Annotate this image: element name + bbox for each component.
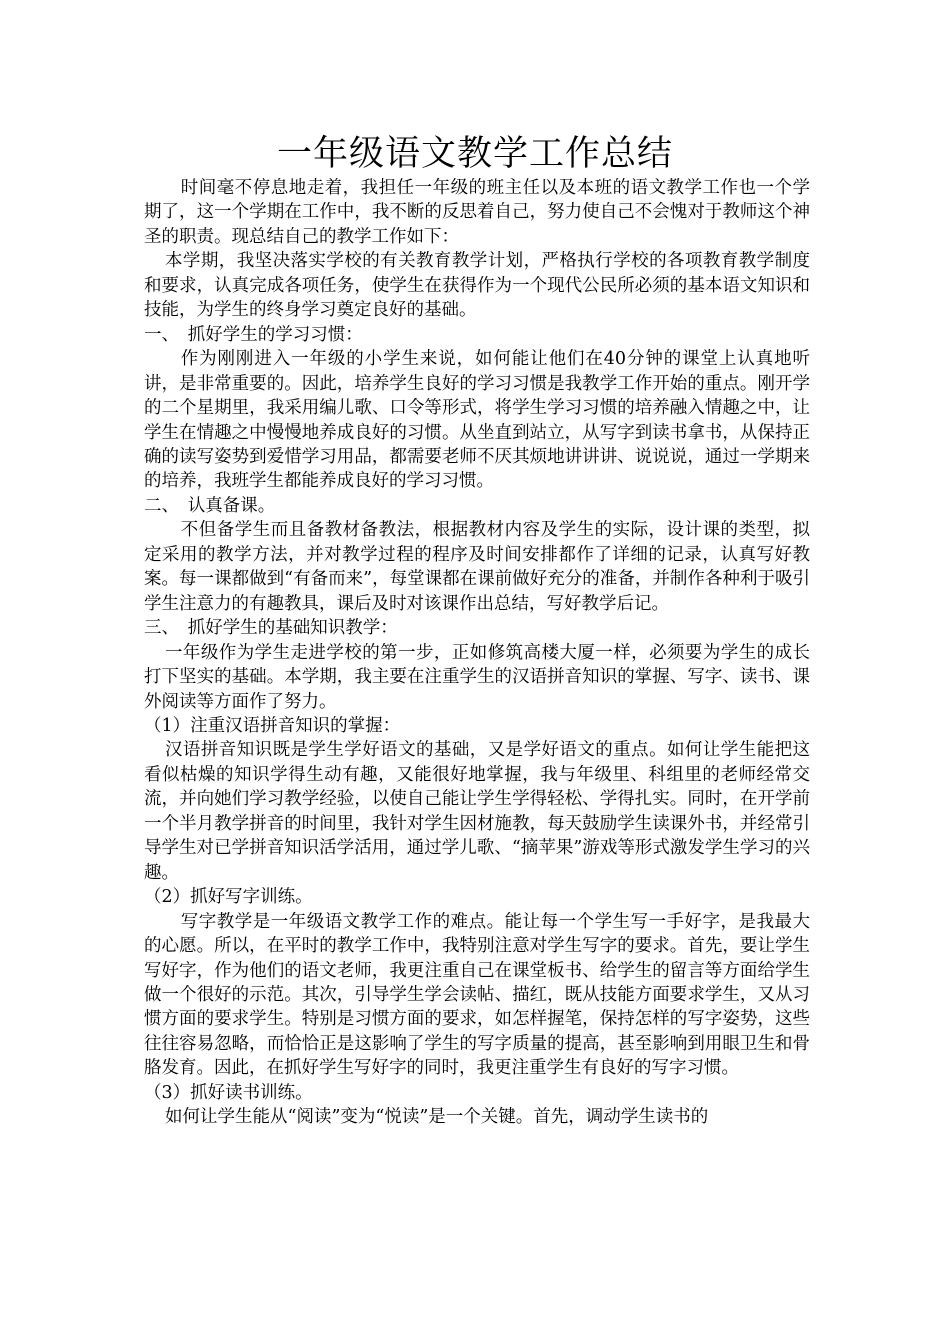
paragraph-writing: 写字教学是一年级语文教学工作的难点。能让每一个学生写一手好字，是我最大的心愿。所以，在平时的教学工作中，我特别注意对学生写字的要求。首先，要让学生写好字，作为他们的语文老师，我更注重自己在课堂板书、给学生的留言等方面给学生做一个很好的示范。其次，引导学生学会读帖、描红，既从技能方面要求学生，又从习惯方面的要求学生。特别是习惯方面的要求，如怎样握笔，保持怎样的写字姿势，这些往往容易忽略，而恰恰正是这影响了学生的写字质量的提高，甚至影响到用眼卫生和骨胳发育。因此，在抓好学生写好字的同时，我更注重学生有良好的写字习惯。 <box>144 911 810 1079</box>
paragraph-intro: 时间毫不停息地走着，我担任一年级的班主任以及本班的语文教学工作也一个学期了，这一个学期在工作中，我不断的反思着自己，努力使自己不会愧对于教师这个神圣的职责。现总结自己的教学工作如下： <box>144 178 810 247</box>
subsection-heading-reading: （3）抓好读书训练。 <box>144 1082 313 1103</box>
subsection-heading-writing: （2）抓好写字训练。 <box>144 887 313 908</box>
section-heading-3: 三、 抓好学生的基础知识教学： <box>144 618 398 639</box>
document-title: 一年级语文教学工作总结 <box>276 134 673 174</box>
document-body <box>144 176 810 1130</box>
paragraph-basic-knowledge: 一年级作为学生走进学校的第一步，正如修筑高楼大厦一样，必须要为学生的成长打下坚实的基础。本学期，我主要在注重学生的汉语拼音知识的掌握、写字、读书、课外阅读等方面作了努力。 <box>144 642 810 712</box>
section-heading-1: 一、 抓好学生的学习习惯： <box>144 324 363 345</box>
paragraph-reading: 如何让学生能从“阅读”变为“悦读”是一个关键。首先，调动学生读书的 <box>165 1107 709 1128</box>
paragraph-lesson-prep: 不但备学生而且备教材备教法，根据教材内容及学生的实际，设计课的类型，拟定采用的教学方法，并对教学过程的程序及时间安排都作了详细的记录，认真写好教案。每一课都做到“有备而来”，每堂课都在课前做好充分的准备，并制作各种利于吸引学生注意力的有趣教具，课后及时对该课作出总结，写好教学后记。 <box>144 520 810 614</box>
paragraph-study-habits: 作为刚刚进入一年级的小学生来说，如何能让他们在40分钟的课堂上认真地听讲，是非常重要的。因此，培养学生良好的学习习惯是我教学工作开始的重点。刚开学的二个星期里，我采用编儿歌、口令等形式，将学生学习习惯的培养融入情趣之中，让学生在情趣之中慢慢地养成良好的习惯。从坐直到站立，从写字到读书拿书，从保持正确的读写姿势到爱惜学习用品，都需要老师不厌其烦地讲讲讲、说说说，通过一学期来的培养，我班学生都能养成良好的学习习惯。 <box>144 349 810 492</box>
section-heading-2: 二、 认真备课。 <box>144 495 276 516</box>
paragraph-pinyin: 汉语拼音知识既是学生学好语文的基础，又是学好语文的重点。如何让学生能把这看似枯燥的知识学得生动有趣，又能很好地掌握，我与年级里、科组里的老师经常交流，并向她们学习教学经验，以使自己能让学生学得轻松、学得扎实。同时，在开学前一个半月教学拼音的时间里，我针对学生因材施教，每天鼓励学生读课外书，并经常引导学生对已学拼音知识活学活用，通过学儿歌、“摘苹果”游戏等形式激发学生学习的兴趣。 <box>144 740 810 883</box>
subsection-heading-pinyin: （1）注重汉语拼音知识的掌握： <box>144 715 401 736</box>
paragraph-semester-plan: 本学期，我坚决落实学校的有关教育教学计划，严格执行学校的各项教育教学制度和要求，认真完成各项任务，使学生在获得作为一个现代公民所必须的基本语文知识和技能，为学生的终身学习奠定良好的基础。 <box>144 251 810 321</box>
